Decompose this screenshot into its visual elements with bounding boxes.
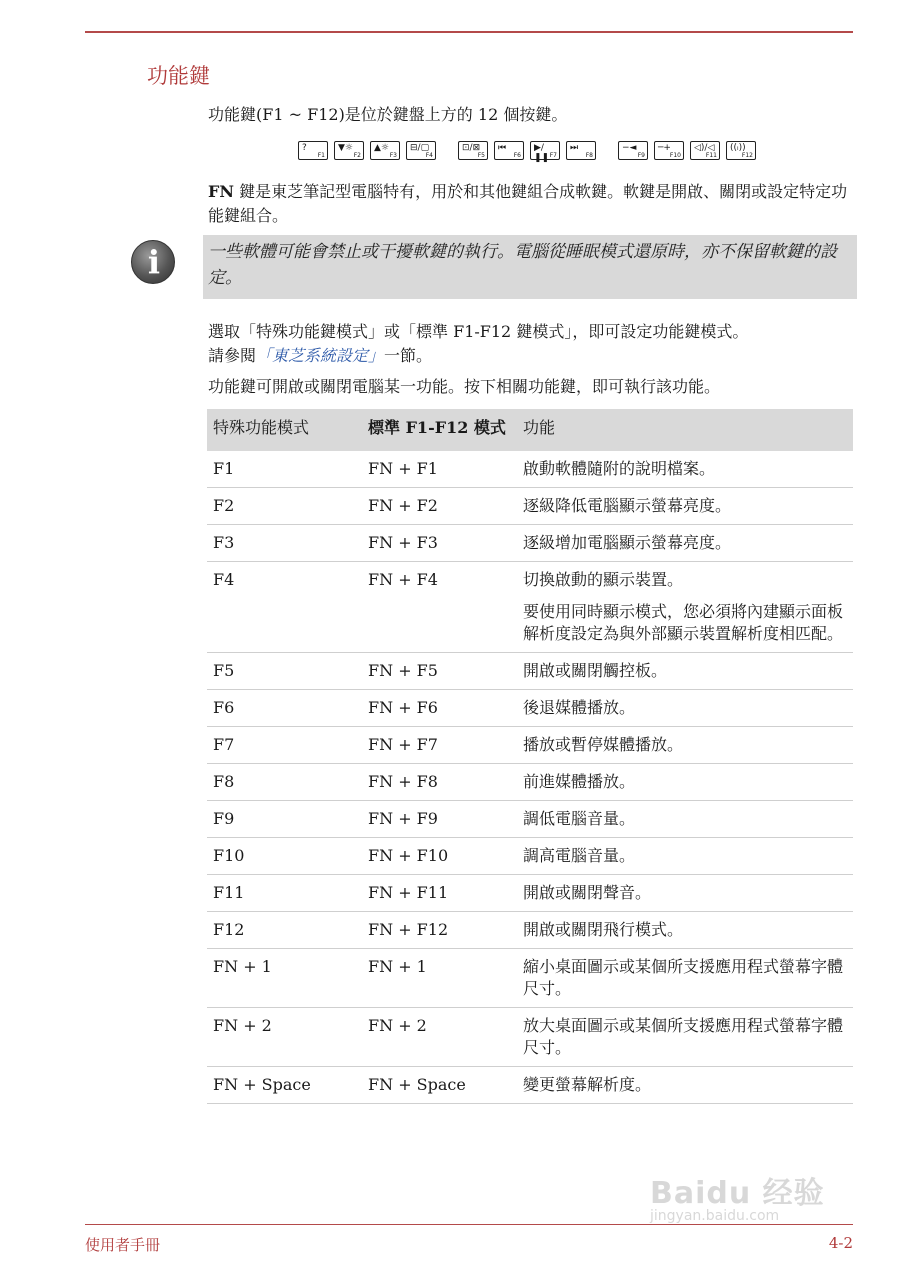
cell-standard: FN + Space xyxy=(362,1067,517,1104)
key-f12 xyxy=(726,141,756,160)
select-mode-line1: 選取「特殊功能鍵模式」或「標準 F1-F12 鍵模式」，即可設定功能鍵模式。 xyxy=(208,322,749,341)
key-f2 xyxy=(334,141,364,160)
cell-func: 調低電腦音量。 xyxy=(517,801,853,838)
table-row xyxy=(207,801,853,838)
table-row xyxy=(207,764,853,801)
cell-func: 切換啟動的顯示裝置。 要使用同時顯示模式，您必須將內建顯示面板解析度設定為與外部顯示裝置解析度相匹配。 xyxy=(517,562,853,653)
key-symbol-icon: ⊡/⊠ xyxy=(462,143,481,153)
table-row xyxy=(207,451,853,488)
cell-special: F8 xyxy=(207,764,362,801)
cell-standard: FN + F7 xyxy=(362,727,517,764)
cell-standard: FN + F8 xyxy=(362,764,517,801)
key-symbol-icon: ▶/❚❚ xyxy=(534,143,550,163)
key-f5 xyxy=(458,141,488,160)
key-label: F1 xyxy=(317,152,325,159)
key-label: F11 xyxy=(705,152,717,159)
key-symbol-icon: ? xyxy=(302,143,307,153)
key-label: F2 xyxy=(353,152,361,159)
fn-bold: FN xyxy=(208,182,234,201)
cell-standard: FN + F1 xyxy=(362,451,517,488)
cell-special: F9 xyxy=(207,801,362,838)
cell-special: F5 xyxy=(207,653,362,690)
cell-special: F12 xyxy=(207,912,362,949)
cell-func: 逐級降低電腦顯示螢幕亮度。 xyxy=(517,488,853,525)
cell-standard: FN + F12 xyxy=(362,912,517,949)
key-f7 xyxy=(530,141,560,163)
key-symbol-icon: ─+ xyxy=(658,143,671,153)
key-label: F9 xyxy=(637,152,645,159)
table-row xyxy=(207,525,853,562)
table-row xyxy=(207,912,853,949)
cell-func: 變更螢幕解析度。 xyxy=(517,1067,853,1104)
key-symbol-icon: ▼☼ xyxy=(338,143,353,153)
cell-standard: FN + F3 xyxy=(362,525,517,562)
cell-standard: FN + F5 xyxy=(362,653,517,690)
header-rule xyxy=(85,31,853,33)
key-label: F7 xyxy=(549,152,557,159)
header-standard-mode: 標準 F1-F12 模式 xyxy=(362,409,517,451)
key-f1 xyxy=(298,141,328,160)
watermark-url: jingyan.baidu.com xyxy=(650,1208,780,1224)
baidu-watermark xyxy=(650,1168,860,1238)
key-f9 xyxy=(618,141,648,160)
cell-standard: FN + F10 xyxy=(362,838,517,875)
cell-standard: FN + F4 xyxy=(362,562,517,653)
cell-special: FN + 1 xyxy=(207,949,362,1008)
cell-func: 開啟或關閉聲音。 xyxy=(517,875,853,912)
cell-func: 後退媒體播放。 xyxy=(517,690,853,727)
key-symbol-icon: ▲☼ xyxy=(374,143,389,153)
key-symbol-icon: ⏭ xyxy=(570,143,579,153)
watermark-logo: Baidu 经验 xyxy=(650,1176,825,1211)
footer-title: 使用者手冊 xyxy=(85,1236,161,1254)
toshiba-settings-link[interactable]: 「東芝系統設定」 xyxy=(256,346,385,365)
table-row xyxy=(207,488,853,525)
cell-special: F11 xyxy=(207,875,362,912)
key-label: F12 xyxy=(741,152,753,159)
cell-func-extra: 要使用同時顯示模式，您必須將內建顯示面板解析度設定為與外部顯示裝置解析度相匹配。 xyxy=(523,602,844,643)
key-f6 xyxy=(494,141,524,160)
cell-standard: FN + F2 xyxy=(362,488,517,525)
fn-paragraph-text: 鍵是東芝筆記型電腦特有，用於和其他鍵組合成軟鍵。軟鍵是開啟、關閉或設定特定功能鍵組合。 xyxy=(208,182,848,225)
cell-standard: FN + 2 xyxy=(362,1008,517,1067)
key-symbol-icon: ((ᵢ)) xyxy=(730,143,746,153)
key-symbol-icon: −◄ xyxy=(622,143,637,153)
key-label: F3 xyxy=(389,152,397,159)
cell-func: 放大桌面圖示或某個所支援應用程式螢幕字體尺寸。 xyxy=(517,1008,853,1067)
fn-paragraph xyxy=(208,180,856,228)
table-row xyxy=(207,727,853,764)
cell-func: 調高電腦音量。 xyxy=(517,838,853,875)
cell-special: F4 xyxy=(207,562,362,653)
key-label: F5 xyxy=(477,152,485,159)
key-symbol-icon: ⊟/▢ xyxy=(410,143,430,153)
select-mode-line2: 請參閱「東芝系統設定」一節。 xyxy=(208,346,433,365)
table-row xyxy=(207,875,853,912)
key-label: F8 xyxy=(585,152,593,159)
select-mode-paragraph xyxy=(208,320,856,368)
cell-func: 播放或暫停媒體播放。 xyxy=(517,727,853,764)
cell-standard: FN + 1 xyxy=(362,949,517,1008)
function-key-table xyxy=(207,409,853,1104)
key-f11 xyxy=(690,141,720,160)
cell-special: F2 xyxy=(207,488,362,525)
table-header-row xyxy=(207,409,853,451)
cell-special: F6 xyxy=(207,690,362,727)
section-title: 功能鍵 xyxy=(147,64,210,88)
key-f10 xyxy=(654,141,684,160)
cell-func: 逐級增加電腦顯示螢幕亮度。 xyxy=(517,525,853,562)
page-number: 4-2 xyxy=(828,1234,853,1252)
cell-standard: FN + F11 xyxy=(362,875,517,912)
key-f4 xyxy=(406,141,436,160)
table-row xyxy=(207,1008,853,1067)
key-symbol-icon: ◁)/◁ xyxy=(694,143,715,153)
table-row xyxy=(207,690,853,727)
header-special-mode: 特殊功能模式 xyxy=(207,409,362,451)
cell-func: 前進媒體播放。 xyxy=(517,764,853,801)
cell-special: F7 xyxy=(207,727,362,764)
table-row xyxy=(207,653,853,690)
cell-standard: FN + F6 xyxy=(362,690,517,727)
cell-special: FN + Space xyxy=(207,1067,362,1104)
info-icon: i xyxy=(131,240,175,284)
table-row xyxy=(207,562,853,653)
table-row xyxy=(207,949,853,1008)
table-row xyxy=(207,1067,853,1104)
key-label: F6 xyxy=(513,152,521,159)
key-label: F10 xyxy=(669,152,681,159)
cell-special: FN + 2 xyxy=(207,1008,362,1067)
note-box xyxy=(203,235,857,299)
cell-func: 開啟或關閉觸控板。 xyxy=(517,653,853,690)
key-f3 xyxy=(370,141,400,160)
cell-special: F1 xyxy=(207,451,362,488)
key-label: F4 xyxy=(425,152,433,159)
cell-func: 縮小桌面圖示或某個所支援應用程式螢幕字體尺寸。 xyxy=(517,949,853,1008)
cell-special: F10 xyxy=(207,838,362,875)
cell-standard: FN + F9 xyxy=(362,801,517,838)
cell-func: 啟動軟體隨附的說明檔案。 xyxy=(517,451,853,488)
key-f8 xyxy=(566,141,596,160)
table-row xyxy=(207,838,853,875)
toggle-paragraph: 功能鍵可開啟或關閉電腦某一功能。按下相關功能鍵，即可執行該功能。 xyxy=(208,377,721,396)
header-function: 功能 xyxy=(517,409,853,451)
intro-paragraph: 功能鍵(F1 ~ F12)是位於鍵盤上方的 12 個按鍵。 xyxy=(208,105,568,124)
key-symbol-icon: ⏮ xyxy=(498,143,507,153)
cell-special: F3 xyxy=(207,525,362,562)
footer-rule xyxy=(85,1224,853,1225)
note-text: 一些軟體可能會禁止或干擾軟鍵的執行。電腦從睡眠模式還原時，亦不保留軟鍵的設定。 xyxy=(208,242,837,288)
cell-func: 開啟或關閉飛行模式。 xyxy=(517,912,853,949)
